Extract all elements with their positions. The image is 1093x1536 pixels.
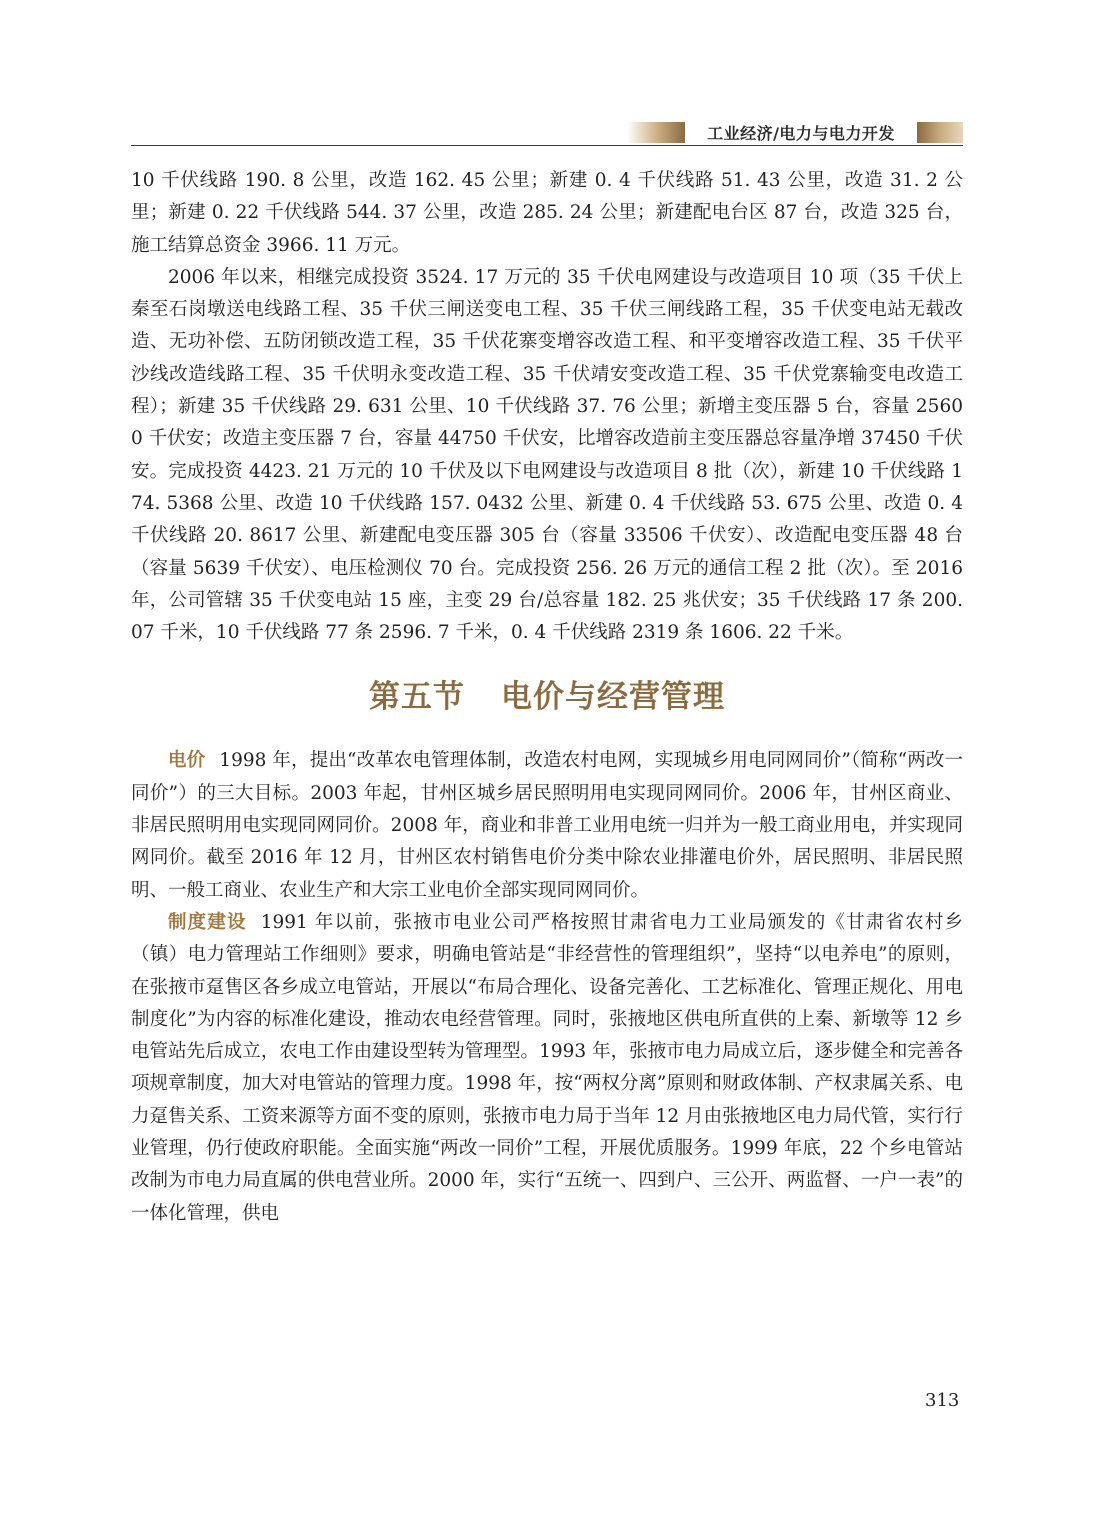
section-heading xyxy=(131,673,963,721)
running-header xyxy=(131,116,963,146)
paragraph-2006-investment: 2006 年以来，相继完成投资 3524. 17 万元的 35 千伏电网建设与改造项目 10 项（35 千伏上秦至石岗墩送电线路工程、35 千伏三闸送变电工程、35 千伏三闸线路工程，35 千伏变电站无载改造、无功补偿、五防闭锁改造工程，35 千伏花寨变增容改造工程、和平变增容改造工程、35 千伏平沙线改造线路工程、35 千伏明永变改造工程、35 千伏靖安变改造工程、35 千伏党寨输变电改造工程）；新建 35 千伏线路 29. 631 公里、10 千伏线路 37. 76 公里；新增主变压器 5 台，容量 25600 千伏安；改造主变压器 7 台，容量 44750 千伏安，比增容改造前主变压器总容量净增 37450 千伏安。完成投资 4423. 21 万元的 10 千伏及以下电网建设与改造项目 8 批（次），新建 10 千伏线路 174. 5368 公里、改造 10 千伏线路 157. 0432 公里、新建 0. 4 千伏线路 53. 675 公里、改造 0. 4 千伏线路 20. 8617 公里、新建配电变压器 305 台（容量 33506 千伏安）、改造配电变压器 48 台（容量 5639 千伏安）、电压检测仪 70 台。完成投资 256. 26 万元的通信工程 2 批（次）。至 2016 年，公司管辖 35 千伏变电站 15 座，主变 29 台/总容量 182. 25 兆伏安；35 千伏线路 17 条 200. 07 千米，10 千伏线路 77 条 2596. 7 千米，0. 4 千伏线路 2319 条 1606. 22 千米。 xyxy=(131,266,963,644)
header-title-bar xyxy=(627,122,963,143)
entry-system-construction xyxy=(131,907,963,1230)
header-gradient-left xyxy=(627,122,685,143)
page-body xyxy=(131,165,963,1230)
entry-text-electricity-price: 1998 年，提出“改革农电管理体制，改造农村电网，实现城乡用电同网同价”（简称“两改一同价”）的三大目标。2003 年起，甘州区城乡居民照明用电实现同网同价。2006 年，甘州区商业、非居民照明用电实现同网同价。2008 年，商业和非普工业用电统一归并为一般工商业用电，并实现同网同价。截至 2016 年 12 月，甘州区农村销售电价分类中除农业排灌电价外，居民照明、非居民照明、一般工商业、农业生产和大宗工业电价全部实现同网同价。 xyxy=(131,750,963,901)
entry-label-electricity-price: 电价 xyxy=(168,750,206,772)
section-number: 第五节 xyxy=(369,679,465,716)
paragraph-continued: 10 千伏线路 190. 8 公里，改造 162. 45 公里；新建 0. 4 千伏线路 51. 43 公里，改造 31. 2 公里；新建 0. 22 千伏线路 544. 37 公里，改造 285. 24 公里；新建配电台区 87 台，改造 325 台，施工结算总资金 3966. 11 万元。 xyxy=(131,170,963,256)
header-gradient-right xyxy=(917,122,963,143)
page-number: 313 xyxy=(925,1390,960,1411)
header-title: 工业经济/电力与电力开发 xyxy=(685,122,917,143)
section-title: 电价与经营管理 xyxy=(501,679,725,716)
entry-text-system-construction: 1991 年以前，张掖市电业公司严格按照甘肃省电力工业局颁发的《甘肃省农村乡（镇）电力管理站工作细则》要求，明确电管站是“非经营性的管理组织”，坚持“以电养电”的原则，在张掖市趸售区各乡成立电管站，开展以“布局合理化、设备完善化、工艺标准化、管理正规化、用电制度化”为内容的标准化建设，推动农电经营管理。同时，张掖地区供电所直供的上秦、新墩等 12 乡电管站先后成立，农电工作由建设型转为管理型。1993 年，张掖市电力局成立后，逐步健全和完善各项规章制度，加大对电管站的管理力度。1998 年，按“两权分离”原则和财政体制、产权隶属关系、电力趸售关系、工资来源等方面不变的原则，张掖市电力局于当年 12 月由张掖地区电力局代管，实行行业管理，仍行使政府职能。全面实施“两改一同价”工程，开展优质服务。1999 年底，22 个乡电管站改制为市电力局直属的供电营业所。2000 年，实行“五统一、四到户、三公开、两监督、一户一表”的一体化管理，供电 xyxy=(131,911,963,1224)
entry-electricity-price xyxy=(131,745,963,906)
entry-label-system-construction: 制度建设 xyxy=(168,911,247,933)
header-rule xyxy=(131,145,963,147)
